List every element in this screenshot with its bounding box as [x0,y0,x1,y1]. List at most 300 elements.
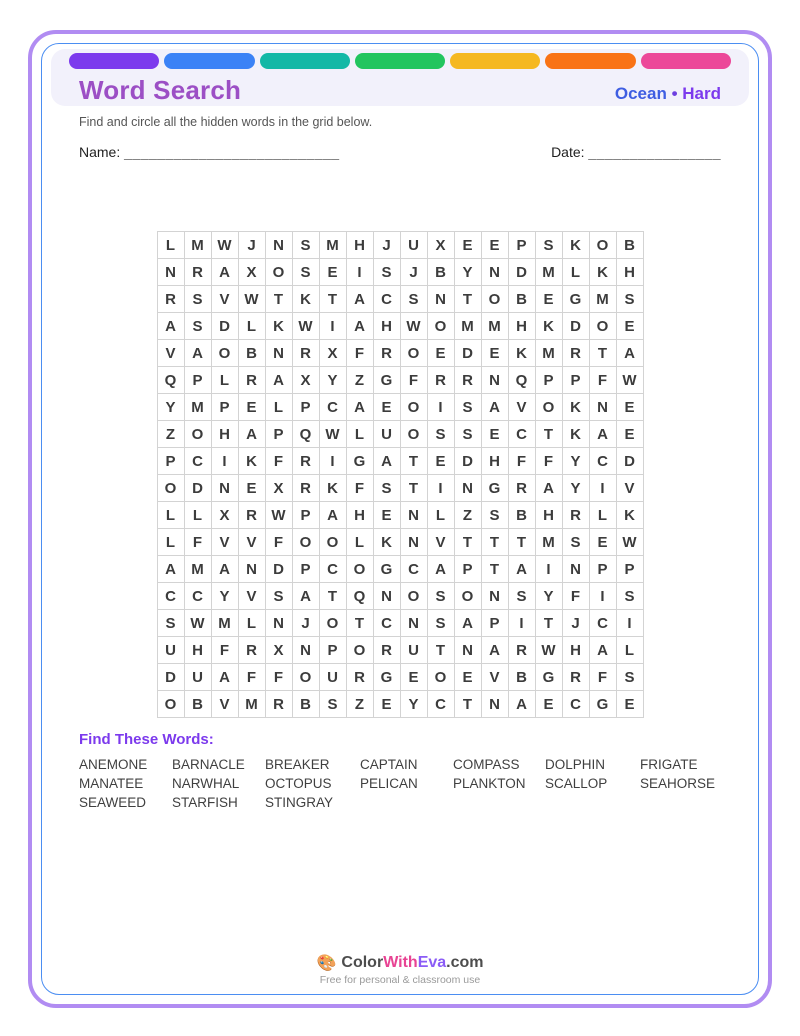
grid-cell: S [292,259,319,286]
grid-cell: L [157,502,184,529]
grid-cell: A [535,475,562,502]
grid-cell: F [535,448,562,475]
grid-row [157,232,643,259]
header-band [51,49,749,106]
grid-cell: O [157,475,184,502]
grid-cell: G [535,664,562,691]
grid-cell: S [454,421,481,448]
grid-cell: P [562,367,589,394]
rainbow-segment [260,53,350,69]
grid-cell: P [211,394,238,421]
grid-cell: K [562,421,589,448]
grid-cell: C [589,610,616,637]
grid-cell: K [373,529,400,556]
grid-cell: U [400,232,427,259]
grid-cell: L [616,637,643,664]
grid-cell: Y [562,475,589,502]
grid-cell: F [589,367,616,394]
grid-row [157,610,643,637]
grid-cell: G [346,448,373,475]
grid-cell: R [157,286,184,313]
grid-cell: P [508,232,535,259]
grid-cell: R [508,637,535,664]
grid-cell: O [292,529,319,556]
grid-cell: A [265,367,292,394]
grid-cell: E [238,475,265,502]
grid-row [157,340,643,367]
grid-cell: O [184,421,211,448]
grid-cell: C [427,691,454,718]
name-label: Name: [79,144,121,160]
grid-cell: E [616,394,643,421]
grid-cell: M [238,691,265,718]
word-item: SCALLOP [545,776,608,791]
name-date-row [79,144,721,160]
outer-border-frame [28,30,772,1008]
grid-cell: B [616,232,643,259]
grid-row [157,502,643,529]
grid-cell: X [211,502,238,529]
rainbow-segment [545,53,635,69]
grid-cell: M [535,259,562,286]
grid-cell: S [184,286,211,313]
grid-cell: A [346,394,373,421]
grid-cell: F [265,664,292,691]
grid-cell: A [157,313,184,340]
footer [42,953,758,986]
grid-row [157,664,643,691]
grid-cell: L [346,421,373,448]
grid-cell: A [346,313,373,340]
grid-cell: T [454,691,481,718]
grid-cell: S [427,421,454,448]
grid-cell: E [589,529,616,556]
word-item: OCTOPUS [265,776,332,791]
grid-row [157,475,643,502]
word-item: FRIGATE [640,757,698,772]
grid-cell: N [157,259,184,286]
word-item: DOLPHIN [545,757,606,772]
grid-cell: M [454,313,481,340]
grid-cell: B [238,340,265,367]
letter-grid [157,231,644,718]
grid-cell: T [454,286,481,313]
grid-cell: N [454,637,481,664]
grid-cell: Y [562,448,589,475]
grid-cell: J [562,610,589,637]
grid-cell: U [400,637,427,664]
grid-cell: S [373,475,400,502]
grid-cell: R [454,367,481,394]
grid-cell: T [319,583,346,610]
grid-cell: R [562,664,589,691]
grid-cell: D [265,556,292,583]
grid-cell: R [373,340,400,367]
grid-cell: E [454,232,481,259]
grid-cell: R [373,637,400,664]
grid-cell: I [616,610,643,637]
grid-cell: A [616,340,643,367]
grid-cell: M [211,610,238,637]
grid-cell: V [211,529,238,556]
grid-cell: E [481,340,508,367]
grid-cell: H [481,448,508,475]
grid-cell: S [157,610,184,637]
grid-cell: U [373,421,400,448]
grid-cell: Z [157,421,184,448]
grid-cell: S [427,583,454,610]
grid-row [157,583,643,610]
grid-cell: O [346,556,373,583]
grid-cell: Y [157,394,184,421]
grid-cell: S [292,232,319,259]
word-item: BARNACLE [172,757,245,772]
grid-cell: I [508,610,535,637]
grid-cell: P [454,556,481,583]
header-row [69,69,731,106]
brand-line [316,953,483,973]
grid-row [157,691,643,718]
grid-cell: Q [508,367,535,394]
grid-cell: F [238,664,265,691]
word-item: COMPASS [453,757,520,772]
brand-part-with: With [383,954,418,971]
grid-cell: B [184,691,211,718]
grid-cell: O [400,583,427,610]
grid-cell: D [211,313,238,340]
grid-cell: R [292,340,319,367]
grid-cell: L [238,610,265,637]
grid-cell: B [508,286,535,313]
grid-cell: R [184,259,211,286]
grid-cell: K [562,394,589,421]
grid-cell: G [589,691,616,718]
grid-cell: K [319,475,346,502]
grid-cell: N [373,583,400,610]
grid-cell: X [292,367,319,394]
grid-cell: O [319,529,346,556]
page-title: Word Search [79,75,242,105]
grid-cell: N [211,475,238,502]
grid-cell: S [481,502,508,529]
grid-cell: D [454,448,481,475]
grid-cell: W [292,313,319,340]
grid-cell: Y [454,259,481,286]
grid-cell: D [184,475,211,502]
grid-cell: N [265,232,292,259]
grid-cell: F [184,529,211,556]
rainbow-segment [164,53,254,69]
grid-row [157,529,643,556]
grid-cell: R [238,367,265,394]
grid-cell: C [157,583,184,610]
difficulty-topic: Ocean [614,84,667,103]
grid-cell: V [616,475,643,502]
grid-cell: J [238,232,265,259]
grid-cell: V [508,394,535,421]
palette-icon: 🎨 [316,955,337,972]
date-label: Date: [551,144,585,160]
grid-cell: T [400,475,427,502]
grid-cell: F [400,367,427,394]
grid-cell: P [535,367,562,394]
grid-cell: E [535,286,562,313]
grid-cell: W [616,529,643,556]
grid-cell: Y [535,583,562,610]
grid-cell: E [481,232,508,259]
grid-cell: A [184,340,211,367]
grid-cell: U [157,637,184,664]
rainbow-segment [450,53,540,69]
grid-cell: L [427,502,454,529]
word-item: SEAHORSE [640,776,716,791]
grid-cell: O [400,421,427,448]
grid-cell: V [211,691,238,718]
grid-cell: F [508,448,535,475]
word-item: NARWHAL [172,776,240,791]
instruction-text: Find and circle all the hidden words in the grid below. [79,115,373,129]
grid-cell: P [292,502,319,529]
grid-cell: T [400,448,427,475]
grid-cell: R [265,691,292,718]
grid-cell: T [535,421,562,448]
grid-row [157,637,643,664]
grid-cell: T [427,637,454,664]
grid-cell: F [346,475,373,502]
difficulty-separator: • [671,84,678,103]
grid-cell: T [454,529,481,556]
grid-row [157,394,643,421]
grid-cell: X [265,475,292,502]
grid-cell: C [184,583,211,610]
grid-cell: K [616,502,643,529]
brand-part-eva: Eva [417,954,447,971]
grid-cell: K [292,286,319,313]
brand-part-color: Color [341,954,384,971]
grid-cell: T [265,286,292,313]
grid-row [157,313,643,340]
words-section [79,731,721,810]
grid-cell: O [292,664,319,691]
grid-cell: M [184,232,211,259]
rainbow-segment [641,53,731,69]
grid-cell: N [481,691,508,718]
grid-cell: S [508,583,535,610]
grid-cell: Q [157,367,184,394]
grid-cell: A [157,556,184,583]
grid-cell: W [319,421,346,448]
grid-cell: L [562,259,589,286]
grid-cell: N [265,340,292,367]
grid-cell: B [427,259,454,286]
grid-cell: S [184,313,211,340]
grid-cell: C [319,556,346,583]
grid-cell: O [265,259,292,286]
grid-cell: N [427,286,454,313]
grid-cell: C [562,691,589,718]
grid-cell: O [589,313,616,340]
grid-cell: T [535,610,562,637]
grid-cell: R [292,475,319,502]
grid-cell: N [589,394,616,421]
grid-cell: O [454,583,481,610]
grid-cell: U [319,664,346,691]
grid-cell: V [211,286,238,313]
grid-cell: G [481,475,508,502]
grid-cell: A [508,556,535,583]
word-item: PLANKTON [453,776,526,791]
grid-cell: W [238,286,265,313]
grid-row [157,448,643,475]
grid-cell: F [562,583,589,610]
grid-cell: N [238,556,265,583]
grid-cell: N [400,502,427,529]
rainbow-bar [69,53,731,69]
grid-cell: C [589,448,616,475]
grid-cell: I [211,448,238,475]
grid-cell: Y [211,583,238,610]
grid-cell: E [616,313,643,340]
grid-cell: O [427,664,454,691]
grid-cell: L [265,394,292,421]
grid-cell: L [157,232,184,259]
grid-cell: N [265,610,292,637]
grid-cell: F [265,529,292,556]
grid-cell: S [535,232,562,259]
grid-cell: I [319,448,346,475]
grid-cell: P [589,556,616,583]
inner-border-frame [41,43,759,995]
grid-cell: E [319,259,346,286]
grid-cell: R [562,502,589,529]
grid-cell: S [562,529,589,556]
grid-cell: L [184,502,211,529]
words-list [79,757,721,810]
grid-cell: I [346,259,373,286]
grid-cell: A [292,583,319,610]
date-blank-line: ________________ [588,144,721,160]
grid-cell: M [589,286,616,313]
grid-cell: H [535,502,562,529]
grid-cell: E [454,664,481,691]
grid-cell: C [400,556,427,583]
grid-cell: O [400,340,427,367]
grid-cell: A [589,637,616,664]
difficulty-level: Hard [682,84,721,103]
grid-cell: E [535,691,562,718]
grid-cell: O [589,232,616,259]
grid-cell: C [184,448,211,475]
grid-cell: R [508,475,535,502]
grid-cell: H [184,637,211,664]
grid-cell: E [373,394,400,421]
word-item: CAPTAIN [360,757,418,772]
grid-cell: Y [319,367,346,394]
grid-cell: T [508,529,535,556]
grid-cell: S [319,691,346,718]
grid-cell: H [346,232,373,259]
grid-cell: J [400,259,427,286]
grid-cell: F [265,448,292,475]
grid-cell: O [427,313,454,340]
grid-cell: W [265,502,292,529]
grid-cell: G [562,286,589,313]
grid-cell: V [481,664,508,691]
grid-cell: S [427,610,454,637]
grid-cell: O [157,691,184,718]
grid-cell: H [346,502,373,529]
grid-row [157,421,643,448]
grid-cell: N [292,637,319,664]
grid-cell: P [184,367,211,394]
grid-cell: A [508,691,535,718]
grid-cell: L [346,529,373,556]
grid-cell: O [535,394,562,421]
grid-cell: B [292,691,319,718]
grid-cell: B [508,502,535,529]
grid-row [157,286,643,313]
grid-cell: E [373,691,400,718]
grid-cell: I [589,475,616,502]
grid-cell: O [346,637,373,664]
word-item: STINGRAY [265,795,334,810]
grid-cell: A [319,502,346,529]
name-field [79,144,340,160]
word-item: PELICAN [360,776,418,791]
grid-cell: L [211,367,238,394]
word-item: BREAKER [265,757,330,772]
grid-cell: M [184,394,211,421]
grid-cell: I [427,394,454,421]
grid-cell: G [373,556,400,583]
grid-cell: I [535,556,562,583]
grid-cell: R [562,340,589,367]
word-item: ANEMONE [79,757,148,772]
word-item: MANATEE [79,776,144,791]
grid-cell: W [211,232,238,259]
grid-cell: I [319,313,346,340]
grid-cell: H [373,313,400,340]
grid-cell: W [616,367,643,394]
grid-cell: K [535,313,562,340]
difficulty-badge [615,84,721,104]
rainbow-segment [69,53,159,69]
grid-cell: A [481,394,508,421]
grid-cell: E [616,421,643,448]
grid-cell: W [400,313,427,340]
grid-cell: K [589,259,616,286]
grid-cell: A [211,556,238,583]
brand-part-dotcom: .com [446,954,484,971]
grid-cell: O [211,340,238,367]
grid-cell: R [427,367,454,394]
grid-cell: R [292,448,319,475]
grid-cell: E [373,502,400,529]
grid-cell: O [400,394,427,421]
grid-cell: T [481,556,508,583]
grid-cell: D [562,313,589,340]
grid-cell: M [184,556,211,583]
grid-cell: W [535,637,562,664]
grid-row [157,367,643,394]
grid-row [157,259,643,286]
grid-cell: T [481,529,508,556]
grid-cell: N [481,367,508,394]
grid-cell: L [238,313,265,340]
grid-cell: Z [346,691,373,718]
grid-cell: S [616,664,643,691]
grid-cell: G [373,664,400,691]
